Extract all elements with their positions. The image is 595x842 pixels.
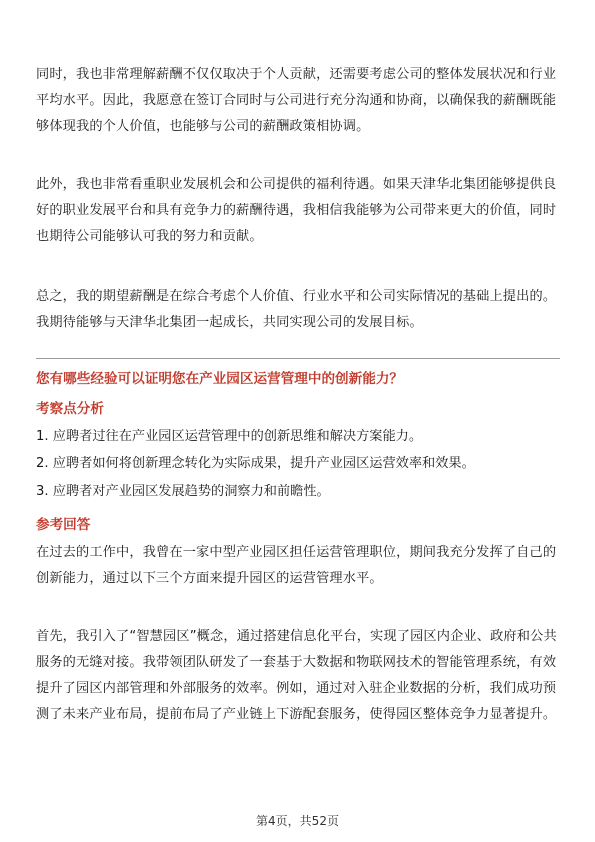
interview-question: 您有哪些经验可以证明您在产业园区运营管理中的创新能力？ [36,371,404,387]
paragraph-career-development: 此外，我也非常看重职业发展机会和公司提供的福利待遇。如果天津华北集团能够提供良好的职业发展平台和具有竞争力的薪酬待遇，我相信我能够为公司带来更大的价值，同时也期待公司能够认可我的努力和贡献。 [36,177,557,244]
analysis-item: 1. 应聘者过往在产业园区运营管理中的创新思维和解决方案能力。 [36,429,423,444]
paragraph-conclusion: 总之，我的期望薪酬是在综合考虑个人价值、行业水平和公司实际情况的基础上提出的。我期待能够与天津华北集团一起成长，共同实现公司的发展目标。 [36,289,557,330]
answer-paragraph-intro: 在过去的工作中，我曾在一家中型产业园区担任运营管理职位，期间我充分发挥了自己的创新能力，通过以下三个方面来提升园区的运营管理水平。 [36,545,557,586]
answer-paragraph-smart-park: 首先，我引入了“智慧园区”概念，通过搭建信息化平台，实现了园区内企业、政府和公共服务的无缝对接。我带领团队研发了一套基于大数据和物联网技术的智能管理系统，有效提升了园区内部管理和外部服务的效率。例如，通过对入驻企业数据的分析，我们成功预测了未来产业布局，提前布局了产业链上下游配套服务，使得园区整体竞争力显著提升。 [36,629,557,722]
analysis-item: 2. 应聘者如何将创新理念转化为实际成果，提升产业园区运营效率和效果。 [36,456,475,471]
analysis-heading: 考察点分析 [36,401,104,417]
section-divider [36,358,560,359]
paragraph-salary-negotiation: 同时，我也非常理解薪酬不仅仅取决于个人贡献，还需要考虑公司的整体发展状况和行业平均水平。因此，我愿意在签订合同时与公司进行充分沟通和协商，以确保我的薪酬既能够体现我的个人价值，也能够与公司的薪酬政策相协调。 [36,67,557,134]
page-number: 第4页，共52页 [256,814,339,828]
answer-heading: 参考回答 [36,517,91,533]
analysis-item: 3. 应聘者对产业园区发展趋势的洞察力和前瞻性。 [36,484,330,499]
